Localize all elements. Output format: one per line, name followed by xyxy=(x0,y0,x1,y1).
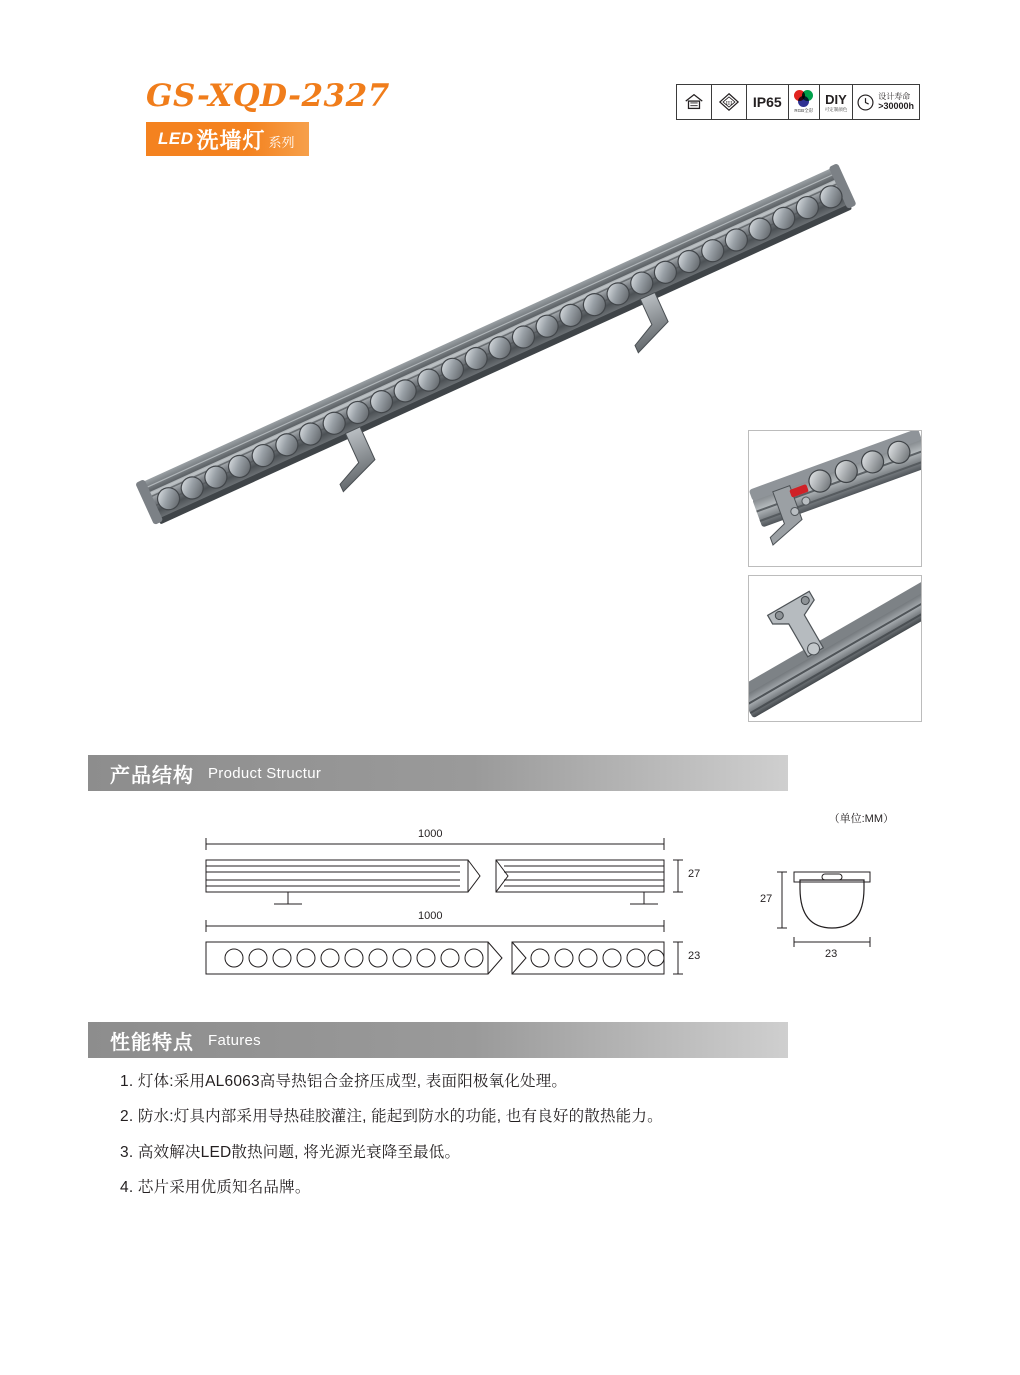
features-list xyxy=(120,1072,920,1214)
svg-text:III: III xyxy=(725,99,733,107)
product-series-banner xyxy=(146,122,309,156)
design-life-badge xyxy=(852,84,920,120)
diy-sub-label: 可定制颜色 xyxy=(824,106,848,112)
rgb-caption: RGB全彩 xyxy=(794,108,814,113)
section-title-cn: 性能特点 xyxy=(110,1031,194,1054)
diy-label: DIY xyxy=(825,91,847,107)
series-name-label: 洗墙灯 xyxy=(196,127,266,153)
section-header-features xyxy=(88,1022,788,1058)
ip-rating-label: IP65 xyxy=(752,94,782,110)
dimension-height-top: 27 xyxy=(688,868,701,880)
certification-badge-strip xyxy=(677,84,920,120)
diy-badge xyxy=(819,84,854,120)
detail-thumbnail-bracket xyxy=(748,575,922,722)
wall-mount-icon xyxy=(676,84,712,120)
series-suffix-label: 系列 xyxy=(268,135,295,150)
design-life-value: >30000h xyxy=(878,101,914,112)
section-title-cn: 产品结构 xyxy=(110,764,194,787)
feature-item: 3. 高效解决LED散热问题, 将光源光衰降至最低。 xyxy=(120,1143,461,1161)
feature-item: 1. 灯体:采用AL6063高导热铝合金挤压成型, 表面阳极氧化处理。 xyxy=(120,1073,568,1090)
dimension-section-height: 27 xyxy=(760,893,773,905)
dimension-length-bottom: 1000 xyxy=(418,910,443,922)
feature-item: 4. 芯片采用优质知名品牌。 xyxy=(120,1179,311,1197)
detail-thumbnail-end-cap xyxy=(748,430,922,567)
section-header-structure xyxy=(88,755,788,791)
product-model-code: GS-XQD-2327 xyxy=(146,78,390,114)
dimension-section-width: 23 xyxy=(825,948,838,960)
series-led-label: LED xyxy=(158,129,194,148)
design-life-title: 设计寿命 xyxy=(878,92,911,102)
ip-rating-badge xyxy=(746,84,789,120)
section-title-en: Product Structur xyxy=(208,764,322,782)
class-iii-icon xyxy=(711,84,747,120)
dimension-height-bottom: 23 xyxy=(688,950,701,962)
rgb-color-icon xyxy=(788,84,820,120)
technical-drawing xyxy=(88,800,918,1000)
dimension-length-top: 1000 xyxy=(418,828,443,840)
rgb-circles xyxy=(794,90,814,108)
unit-note: （单位:MM） xyxy=(828,813,894,825)
feature-item: 2. 防水:灯具内部采用导热硅胶灌注, 能起到防水的功能, 也有良好的散热能力。 xyxy=(120,1108,663,1126)
section-title-en: Fatures xyxy=(208,1031,261,1049)
clock-icon xyxy=(856,93,875,112)
